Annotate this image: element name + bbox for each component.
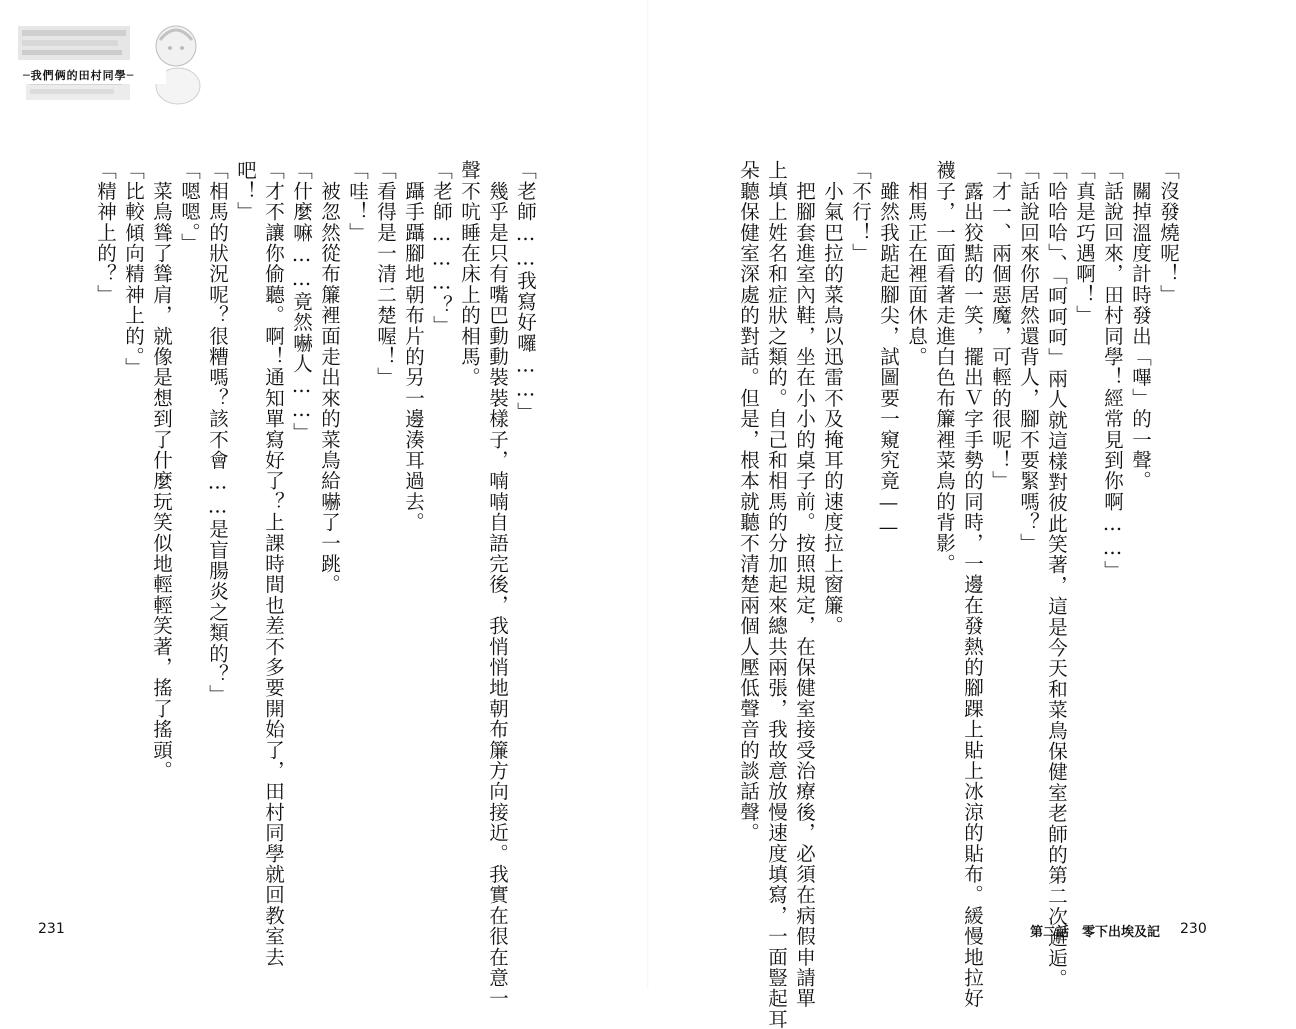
page-number-left: 231: [38, 921, 65, 937]
text-column: 「沒發燒呢！」: [1157, 160, 1180, 305]
text-column: 躡手躡腳地朝布片的另一邊湊耳過去。: [402, 160, 425, 533]
text-column: 吧！」: [234, 160, 257, 223]
text-column: 幾乎是只有嘴巴動動裝裝樣子，喃喃自語完後，我悄悄地朝布簾方向接近。我實在很在意一: [486, 160, 509, 1009]
text-column: 上填上姓名和症狀之類的。自己和相馬的分加起來總共兩張，我故意放慢速度填寫，一面豎起耳: [765, 160, 788, 1029]
text-column: 聲不吭睡在床上的相馬。: [458, 160, 481, 388]
text-column: 「話說回來，田村同學！經常見到你啊……」: [1101, 160, 1124, 581]
page-number-right: 230: [1180, 921, 1207, 937]
text-column: 相馬正在裡面休息。: [905, 160, 928, 367]
book-title: ─我們俩的田村同學─: [20, 66, 166, 84]
chapter-title-footer: 第二話 零下出埃及記: [1030, 925, 1161, 940]
text-column: 菜鳥聳了聳肩，就像是想到了什麼玩笑似地輕輕笑著，搖了搖頭。: [150, 160, 173, 781]
text-column: 把腳套進室內鞋，坐在小小的桌子前。按照規定，在保健室接受治療後，必須在病假申請單: [793, 160, 816, 1009]
text-column: 「真是巧遇啊！」: [1073, 160, 1096, 326]
text-column: 雖然我踮起腳尖，試圖要一窺究竟——: [877, 160, 900, 540]
header-logo: [14, 18, 204, 108]
text-column: 「不行！」: [849, 160, 872, 264]
text-column: 「看得是一清二楚喔！」: [374, 160, 397, 388]
text-column: 「哈哈哈」、「呵呵呵」兩人就這樣對彼此笑著，這是今天和菜鳥保健室老師的第二次邂逅。: [1045, 160, 1068, 990]
text-column: 「相馬的狀況呢？很糟嗎？該不會……是盲腸炎之類的？」: [206, 160, 229, 706]
text-column: 露出狡黠的一笑，擺出Ｖ字手勢的同時，一邊在發熱的腳踝上貼上冰涼的貼布。緩慢地拉好: [961, 160, 984, 1009]
text-column: 「才不讓你偷聽。啊！通知單寫好了？上課時間也差不多要開始了，田村同學就回教室去: [262, 160, 285, 968]
text-column: 小氣巴拉的菜鳥以迅雷不及掩耳的速度拉上窗簾。: [821, 160, 844, 637]
text-column: 「什麼嘛……竟然嚇人……」: [290, 160, 313, 444]
text-column: 朵聽保健室深處的對話。但是，根本就聽不清楚兩個人壓低聲音的談話聲。: [737, 160, 760, 844]
text-column: 關掉溫度計時發出「嗶」的一聲。: [1129, 160, 1152, 492]
text-column: 襪子，一面看著走進白色布簾裡菜鳥的背影。: [933, 160, 956, 574]
logo-artwork-icon: [14, 18, 204, 108]
book-gutter: [647, 0, 649, 989]
text-column: 「嗯嗯。」: [178, 160, 201, 254]
text-column: 「話說回來你居然還背人，腳不要緊嗎？」: [1017, 160, 1040, 554]
text-column: 「才一、兩個惡魔，可輕的很呢！」: [989, 160, 1012, 492]
text-column: 「老師………？」: [430, 160, 453, 337]
text-column: 被忽然從布簾裡面走出來的菜鳥給嚇了一跳。: [318, 160, 341, 595]
text-column: 「比較傾向精神上的。」: [122, 160, 145, 378]
text-column: 「老師……我寫好囉……」: [514, 160, 537, 423]
text-column: 「哇！」: [346, 160, 369, 243]
text-column: 「精神上的？」: [94, 160, 117, 305]
